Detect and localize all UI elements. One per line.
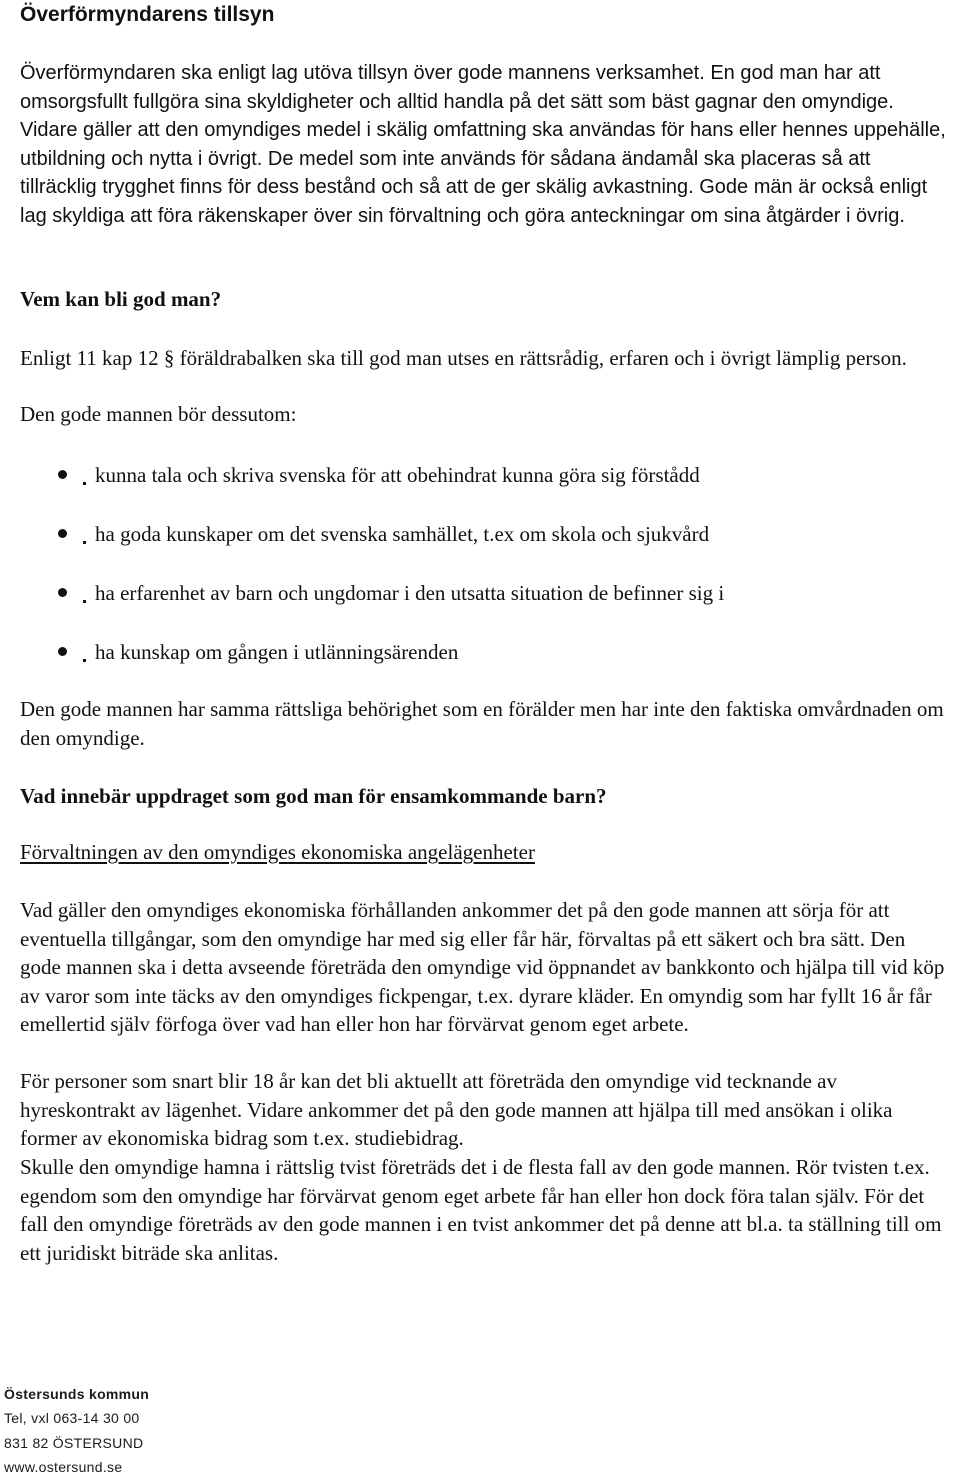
requirements-intro: Den gode mannen bör dessutom:: [20, 402, 297, 426]
subsection-title: Förvaltningen av den omyndiges ekonomiska angelägenheter: [20, 840, 535, 864]
footer-org: Östersunds kommun: [4, 1386, 150, 1402]
bullet-dot-icon: [58, 588, 67, 597]
legal-capacity-paragraph: Den gode mannen har samma rättsliga behörighet som en förälder men har inte den faktiska omvårdnaden om den omyndige.: [20, 697, 944, 750]
bullet-dot-icon: [58, 470, 67, 479]
page-heading: Överförmyndarens tillsyn: [20, 3, 275, 26]
lease-paragraph: För personer som snart blir 18 år kan det bli aktuellt att företräda den omyndige vid tecknande av hyreskontrakt av lägenhet. Vidare ankommer det på den gode mannen att hjälpa till med ansökan i olika former av ekonomiska bidrag som t.ex. studiebidrag.: [20, 1069, 893, 1150]
list-item: ha erfarenhet av barn och ungdomar i den utsatta situation de befinner sig i: [58, 578, 938, 608]
section-title-who: Vem kan bli god man?: [20, 287, 222, 311]
footer-address: 831 82 ÖSTERSUND: [4, 1435, 144, 1451]
footer-web-link[interactable]: www.ostersund.se: [4, 1459, 123, 1475]
footer-phone: Tel, vxl 063-14 30 00: [4, 1410, 140, 1426]
bullet-dot-icon: [58, 529, 67, 538]
list-item: ha goda kunskaper om det svenska samhället, t.ex om skola och sjukvård: [58, 519, 938, 549]
economy-paragraph: Vad gäller den omyndiges ekonomiska förhållanden ankommer det på den gode mannen att sörja för att eventuella tillgångar, som den omyndige har med sig eller får här, förvaltas på ett säkert och bra sätt. Den gode mannen ska i detta avseende företräda den omyndige vid öppnandet av bankkonto och hjälpa till vid köp av varor som inte täcks av den omyndiges fickpengar, t.ex. dyrare kläder. En omyndig som har fyllt 16 år får emellertid själv förfoga över vad han eller hon har förvärvat genom eget arbete.: [20, 898, 945, 1036]
list-item: ha kunskap om gången i utlänningsärenden: [58, 637, 938, 667]
dispute-paragraph: Skulle den omyndige hamna i rättslig tvist företräds det i de flesta fall av den gode mannen. Rör tvisten t.ex. egendom som den omyndige har förvärvat genom eget arbete får han eller hon dock föra talan själv. För det fall den omyndige företräds av den gode mannen i en tvist ankommer det på denne att bl.a. ta ställning till om ett juridiskt biträde ska anlitas.: [20, 1155, 942, 1265]
bullet-dot-icon: [58, 647, 67, 656]
list-item: kunna tala och skriva svenska för att obehindrat kunna göra sig förstådd: [58, 460, 938, 490]
law-paragraph: Enligt 11 kap 12 § föräldrabalken ska till god man utses en rättsrådig, erfaren och i övrigt lämplig person.: [20, 346, 907, 370]
section-title-assignment: Vad innebär uppdraget som god man för ensamkommande barn?: [20, 784, 607, 808]
intro-paragraph: Överförmyndaren ska enligt lag utöva tillsyn över gode mannens verksamhet. En god man har att omsorgsfullt fullgöra sina skyldigheter och alltid handla på det sätt som bäst gagnar den omyndige. Vidare gäller att den omyndiges medel i skälig omfattning ska användas för hans eller hennes uppehälle, utbildning och nytta i övrigt. De medel som inte används för sådana ändamål ska placeras så att tillräcklig trygghet finns för dess bestånd och så att de ger skälig avkastning. Gode män är också enligt lag skyldiga att föra räkenskaper över sin förvaltning och göra anteckningar om sina åtgärder i övrig.: [20, 62, 946, 227]
